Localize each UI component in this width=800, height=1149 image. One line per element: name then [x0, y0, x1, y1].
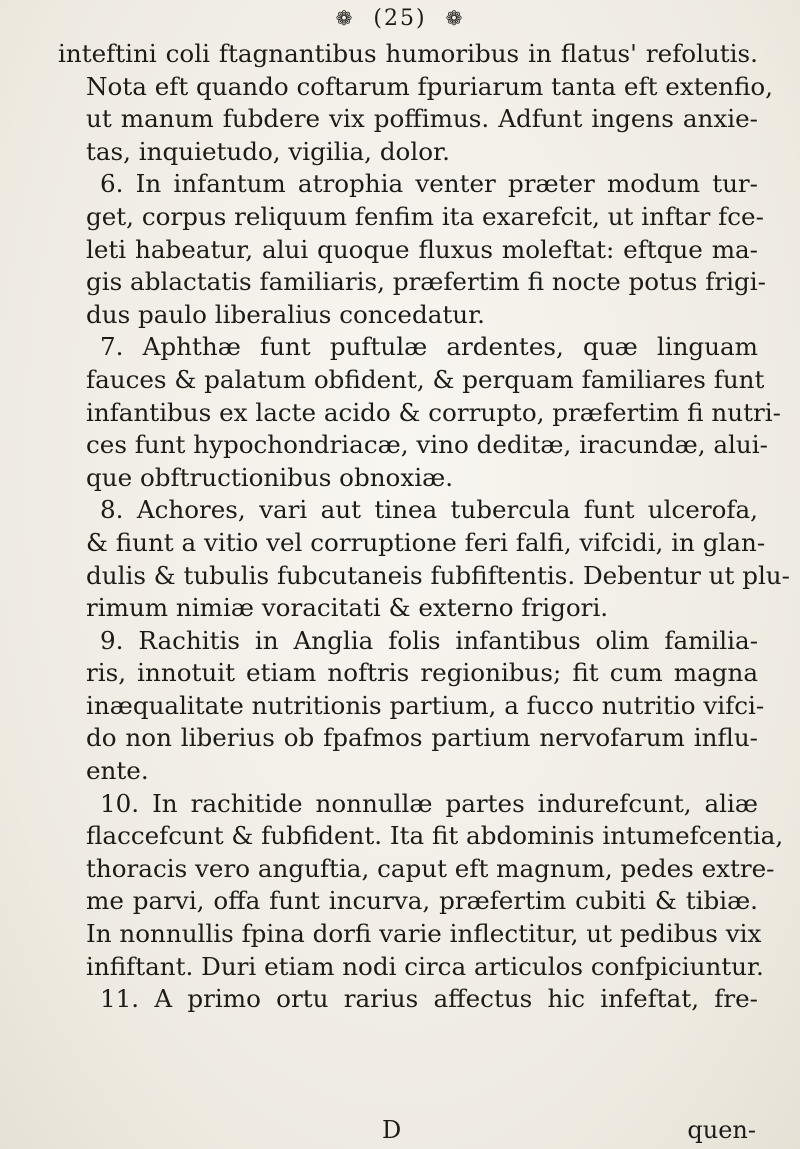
text-line: tas, inquietudo, vigilia, dolor.: [86, 136, 450, 166]
text-line: & fiunt a vitio vel corruptione feri falfi, vifcidi, in glan-: [86, 527, 766, 557]
catchword: quen-: [687, 1116, 756, 1144]
text-line: Nota eft quando coftarum fpuriarum tanta eft extenfio,: [86, 71, 774, 101]
text-line: 9. Rachitis in Anglia folis infantibus olim familia-: [100, 625, 758, 655]
text-line: get, corpus reliquum fenfim ita exarefcit, ut inftar fce-: [86, 201, 764, 231]
text-line: ces funt hypochondriacæ, vino deditæ, iracundæ, alui-: [86, 430, 768, 460]
page-footer: [0, 1116, 800, 1146]
page-header: [0, 6, 800, 31]
text-line: infiftant. Duri etiam nodi circa articulos confpiciuntur.: [86, 951, 764, 981]
text-line: inæqualitate nutritionis partium, a fucco nutritio vifci-: [86, 690, 765, 720]
text-line: 10. In rachitide nonnullæ partes indurefcunt, aliæ: [100, 788, 758, 818]
text-line: ente.: [86, 756, 149, 786]
text-line: do non liberius ob fpafmos partium nervofarum influ-: [86, 723, 758, 753]
text-line: 6. In infantum atrophia venter præter modum tur-: [100, 169, 758, 199]
text-line: gis ablactatis familiaris, præfertim fi nocte potus frigi-: [86, 267, 766, 297]
text-line: me parvi, offa funt incurva, præfertim cubiti & tibiæ.: [86, 886, 758, 916]
text-line: 11. A primo ortu rarius affectus hic infeftat, fre-: [100, 984, 758, 1014]
text-line: inteftini coli ftagnantibus humoribus in flatus' refolutis.: [58, 39, 758, 68]
text-line: dus paulo liberalius concedatur.: [86, 299, 485, 329]
text-line: thoracis vero anguftia, caput eft magnum, pedes extre-: [86, 853, 775, 883]
text-line: leti habeatur, alui quoque fluxus moleftat: eftque ma-: [86, 234, 758, 264]
body-text: [58, 38, 790, 1016]
text-line: ris, innotuit etiam noftris regionibus; fit cum magna: [86, 658, 758, 688]
ornament-left-icon: ❁: [335, 6, 355, 30]
text-line: fauces & palatum obfident, & perquam familiares funt: [86, 364, 765, 394]
text-line: dulis & tubulis fubcutaneis fubfiftentis. Debentur ut plu-: [86, 560, 790, 590]
text-line: que obftructionibus obnoxiæ.: [86, 462, 454, 492]
text-line: rimum nimiæ voracitati & externo frigori.: [86, 593, 609, 623]
page-number: (25): [373, 6, 427, 31]
signature-mark: D: [382, 1116, 402, 1144]
text-line: ut manum fubdere vix poffimus. Adfunt ingens anxie-: [86, 104, 758, 134]
text-line: infantibus ex lacte acido & corrupto, præfertim fi nutri-: [86, 397, 781, 427]
ornament-right-icon: ❁: [445, 6, 465, 30]
text-line: flaccefcunt & fubfident. Ita fit abdominis intumefcentia,: [86, 821, 784, 851]
text-line: 7. Aphthæ funt puftulæ ardentes, quæ linguam: [100, 332, 758, 362]
text-line: In nonnullis fpina dorfi varie inflectitur, ut pedibus vix: [86, 919, 762, 949]
text-line: 8. Achores, vari aut tinea tubercula funt ulcerofa,: [100, 495, 758, 525]
